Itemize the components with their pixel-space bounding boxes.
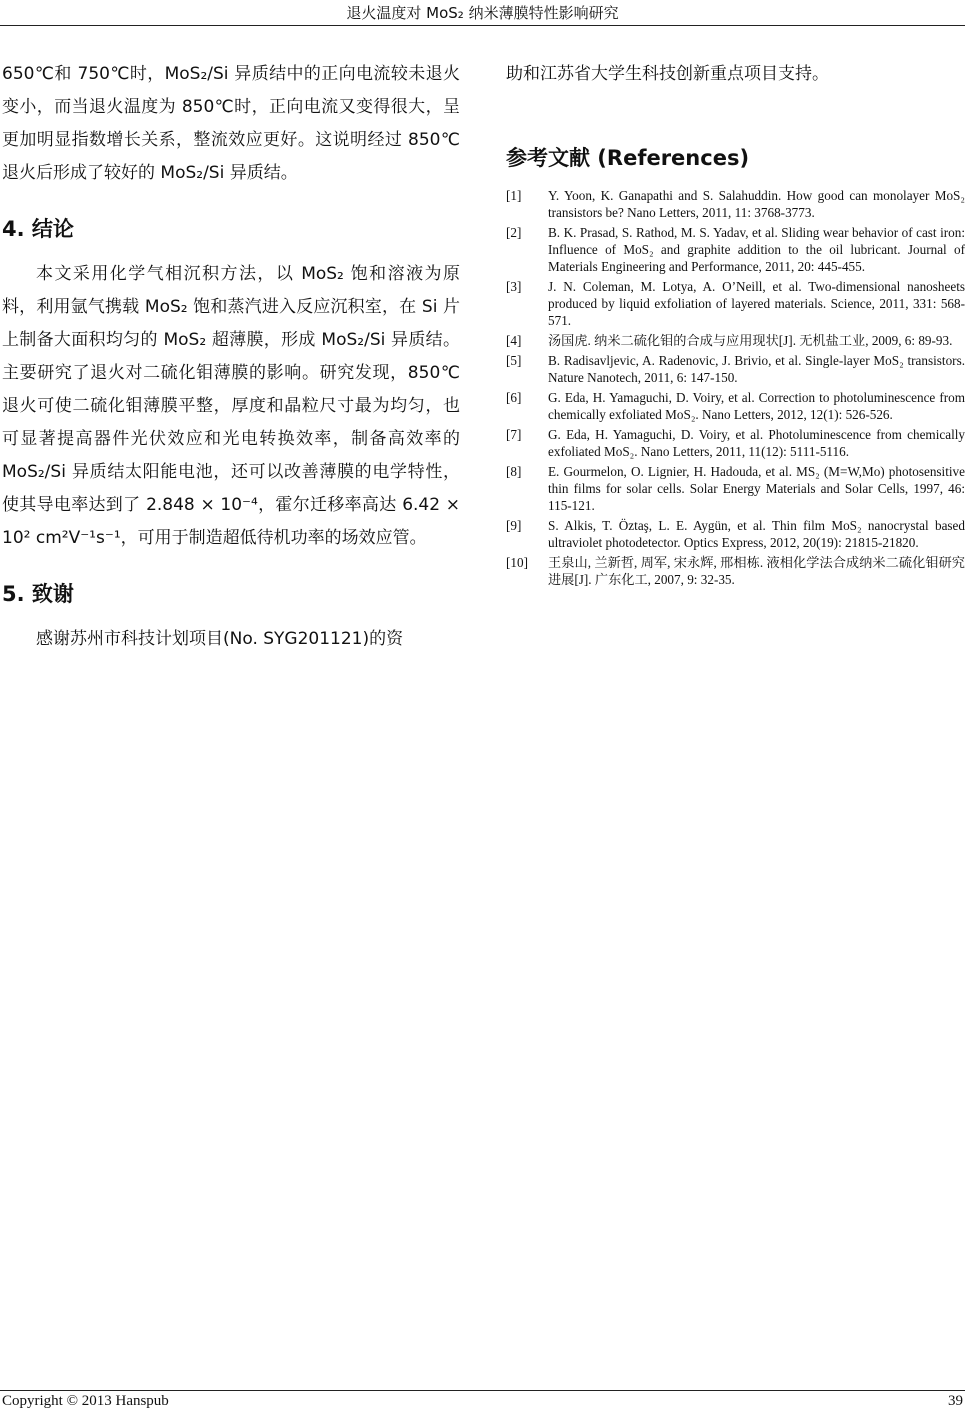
section-5-heading: 5. 致谢 (2, 582, 74, 606)
reference-text: 汤国虎. 纳米二硫化钼的合成与应用现状[J]. 无机盐工业, 2009, 6: 89-93. (548, 333, 953, 348)
reference-item (506, 187, 965, 221)
reference-item (506, 352, 965, 386)
reference-number: [5] (506, 353, 522, 368)
acknowledgement-paragraph: 感谢苏州市科技计划项目(No. SYG201121)的资 (36, 629, 404, 649)
reference-number: [4] (506, 333, 522, 348)
reference-text: 王泉山, 兰新哲, 周军, 宋永辉, 邢相栋. 液相化学法合成纳米二硫化钼研究进展[J]. 广东化工, 2007, 9: 32-35. (548, 555, 965, 587)
reference-item (506, 389, 965, 423)
reference-item (506, 332, 965, 349)
reference-list (506, 187, 965, 588)
reference-number: [9] (506, 518, 522, 533)
reference-number: [10] (506, 555, 528, 570)
reference-number: [6] (506, 390, 522, 405)
page-number: 39 (948, 1393, 963, 1409)
reference-text: S. Alkis, T. Öztaş, L. E. Aygün, et al. Thin film MoS₂ nanocrystal based ultraviolet photodetector. Optics Express, 2012, 20(19): 21815-21820. (548, 518, 965, 550)
reference-item (506, 463, 965, 514)
reference-item (506, 426, 965, 460)
intro-paragraph: 650℃和 750℃时，MoS₂/Si 异质结中的正向电流较未退火变小，而当退火温度为 850℃时，正向电流又变得很大，呈更加明显指数增长关系，整流效应更好。这说明经过 850℃退火后形成了较好的 MoS₂/Si 异质结。 (2, 64, 460, 183)
header-rule (0, 25, 965, 26)
conclusion-paragraph: 本文采用化学气相沉积方法，以 MoS₂ 饱和溶液为原料，利用氩气携载 MoS₂ 饱和蒸汽进入反应沉积室，在 Si 片上制备大面积均匀的 MoS₂ 超薄膜，形成 MoS₂/Si 异质结。主要研究了退火对二硫化钼薄膜的影响。研究发现，850℃退火可使二硫化钼薄膜平整，厚度和晶粒尺寸最为均匀，也可显著提高器件光伏效应和光电转换效率，制备高效率的 MoS₂/Si 异质结太阳能电池，还可以改善薄膜的电学特性，使其导电率达到了 2.848 × 10⁻⁴，霍尔迁移率高达 6.42 × 10² cm²V⁻¹s⁻¹，可用于制造超低待机功率的场效应管。 (2, 264, 460, 548)
reference-item (506, 278, 965, 329)
reference-text: J. N. Coleman, M. Lotya, A. O’Neill, et al. Two-dimensional nanosheets produced by liquid exfoliation of layered materials. Science, 2011, 331: 568-571. (548, 279, 965, 328)
reference-text: G. Eda, H. Yamaguchi, D. Voiry, et al. Photoluminescence from chemically exfoliated MoS₂. Nano Letters, 2011, 11(12): 5111-5116. (548, 427, 965, 459)
left-column (2, 58, 460, 656)
footer-rule (0, 1390, 965, 1391)
reference-number: [3] (506, 279, 522, 294)
running-header: 退火温度对 MoS₂ 纳米薄膜特性影响研究 (346, 4, 619, 22)
reference-text: E. Gourmelon, O. Lignier, H. Hadouda, et al. MS₂ (M=W,Mo) photosensitive thin films for solar cells. Solar Energy Materials and Solar Cells, 1997, 46: 115-121. (548, 464, 965, 513)
reference-item (506, 554, 965, 588)
reference-text: B. Radisavljevic, A. Radenovic, J. Brivio, et al. Single-layer MoS₂ transistors. Nature Nanotech, 2011, 6: 147-150. (548, 353, 965, 385)
section-4-heading: 4. 结论 (2, 217, 74, 241)
reference-text: Y. Yoon, K. Ganapathi and S. Salahuddin. How good can monolayer MoS₂ transistors be? Nano Letters, 2011, 11: 3768-3773. (548, 188, 965, 220)
acknowledgement-continuation: 助和江苏省大学生科技创新重点项目支持。 (506, 64, 829, 84)
copyright-notice: Copyright © 2013 Hanspub (2, 1393, 169, 1409)
reference-item (506, 224, 965, 275)
reference-item (506, 517, 965, 551)
references-heading: 参考文献 (References) (506, 146, 750, 170)
right-column (506, 58, 965, 591)
reference-number: [7] (506, 427, 522, 442)
reference-text: B. K. Prasad, S. Rathod, M. S. Yadav, et al. Sliding wear behavior of cast iron: Influence of MoS₂ and graphite addition to the oil lubricant. Journal of Materials Engineering and Performance, 2011, 20: 445-455. (548, 225, 965, 274)
reference-number: [2] (506, 225, 522, 240)
reference-text: G. Eda, H. Yamaguchi, D. Voiry, et al. Correction to photoluminescence from chemically exfoliated MoS₂. Nano Letters, 2012, 12(1): 526-526. (548, 390, 965, 422)
reference-number: [8] (506, 464, 522, 479)
reference-number: [1] (506, 188, 522, 203)
